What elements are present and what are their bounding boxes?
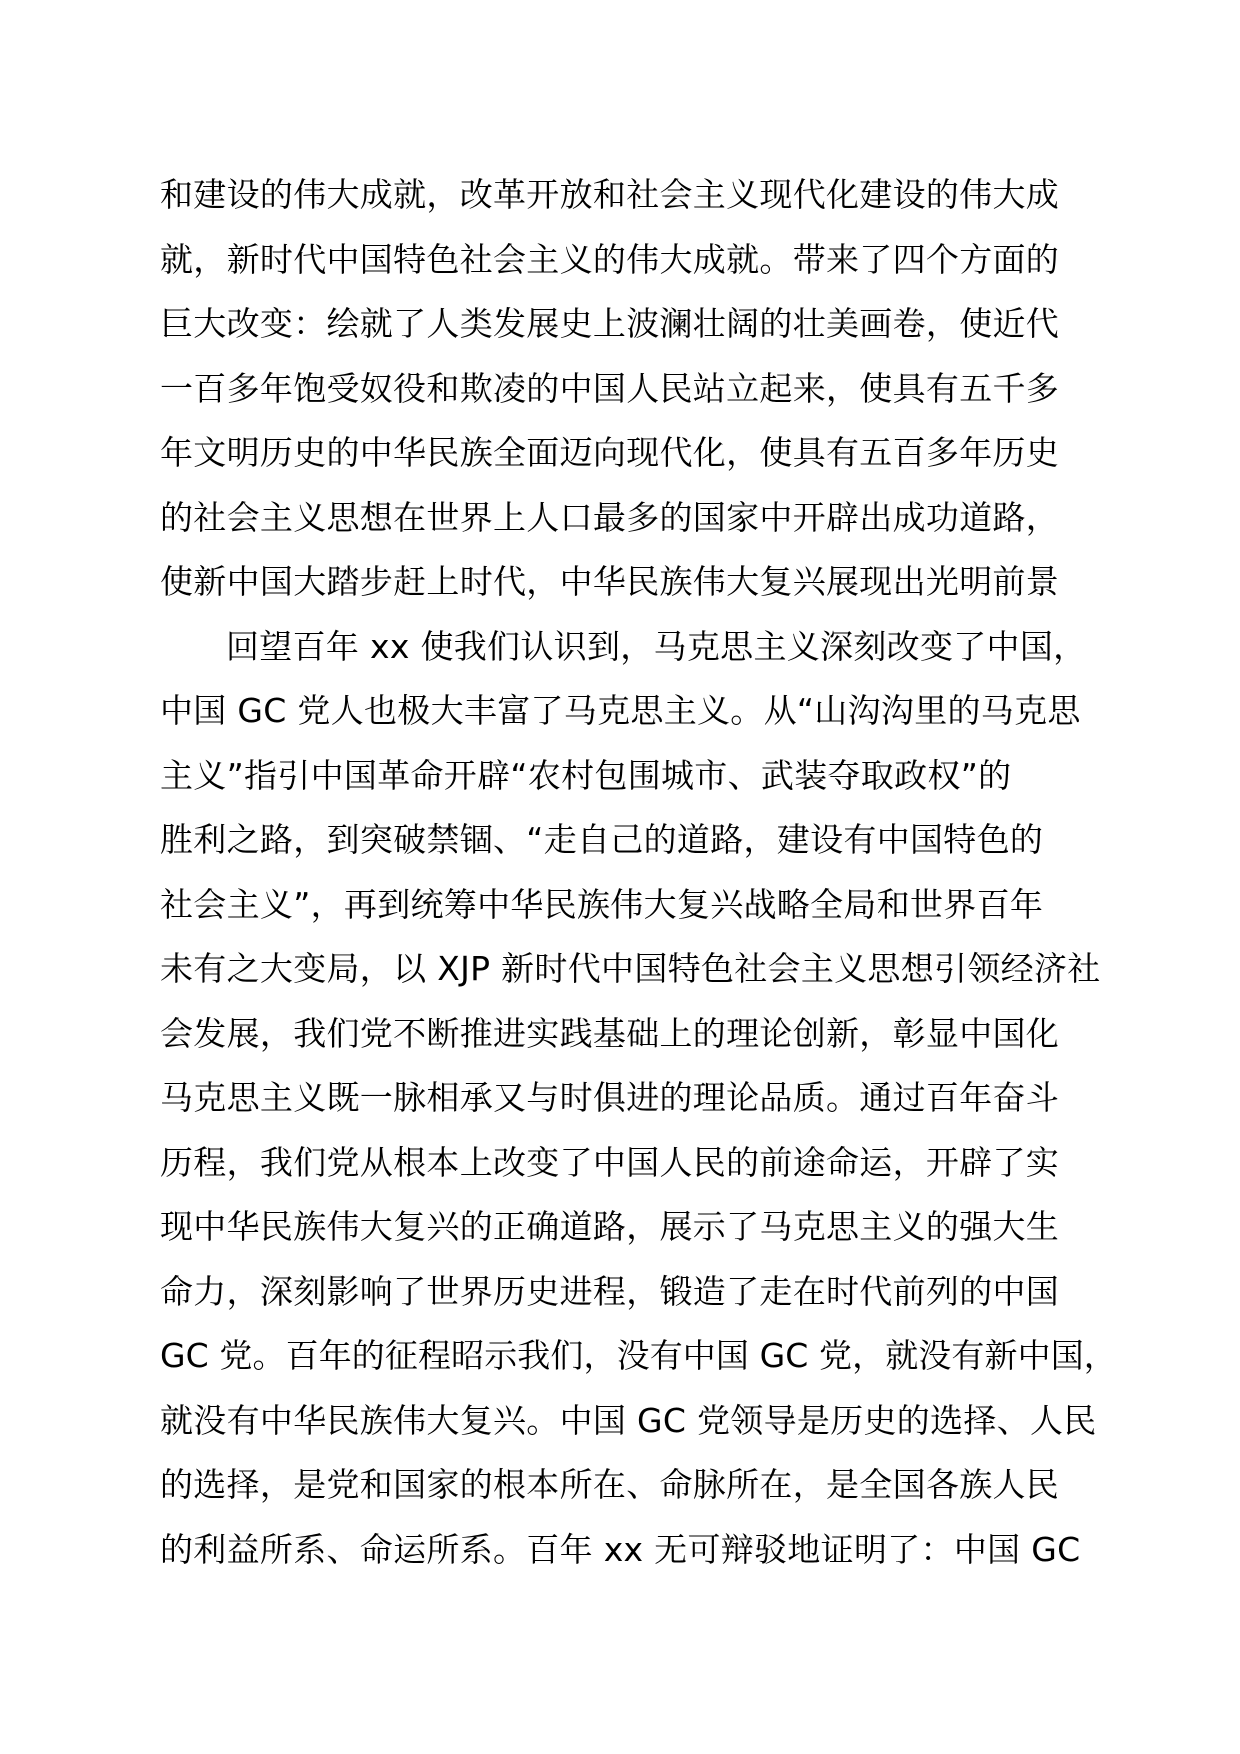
text-line: 马克思主义既一脉相承又与时俱进的理论品质。通过百年奋斗 xyxy=(160,1078,1060,1117)
text-line: 历程，我们党从根本上改变了中国人民的前途命运，开辟了实 xyxy=(160,1142,1060,1182)
text-line: 回望百年 xx 使我们认识到，马克思主义深刻改变了中国， xyxy=(226,626,1087,666)
text-line: 就没有中华民族伟大复兴。中国 GC 党领导是历史的选择、人民 xyxy=(160,1400,1097,1440)
text-line: 命力，深刻影响了世界历史进程，锻造了走在时代前列的中国 xyxy=(160,1271,1060,1311)
text-line: 年文明历史的中华民族全面迈向现代化，使具有五百多年历史 xyxy=(160,433,1060,472)
text-line: 的社会主义思想在世界上人口最多的国家中开辟出成功道路， xyxy=(160,497,1060,537)
text-line: 巨大改变：绘就了人类发展史上波澜壮阔的壮美画卷，使近代 xyxy=(160,304,1060,343)
text-line: 一百多年饱受奴役和欺凌的中国人民站立起来，使具有五千多 xyxy=(160,368,1060,408)
paragraph-1 xyxy=(160,163,1120,615)
text-line: 使新中国大踏步赶上时代，中华民族伟大复兴展现出光明前景 xyxy=(160,562,1060,601)
text-line: 社会主义”，再到统筹中华民族伟大复兴战略全局和世界百年 xyxy=(160,884,1044,924)
text-line: 就，新时代中国特色社会主义的伟大成就。带来了四个方面的 xyxy=(160,239,1060,279)
text-line: 主义”指引中国革命开辟“农村包围城市、武装夺取政权”的 xyxy=(160,755,1012,795)
paragraph-2 xyxy=(160,615,1120,1583)
text-line: 和建设的伟大成就，改革开放和社会主义现代化建设的伟大成 xyxy=(160,175,1060,214)
text-line: 会发展，我们党不断推进实践基础上的理论创新，彰显中国化 xyxy=(160,1013,1060,1053)
text-line: 现中华民族伟大复兴的正确道路，展示了马克思主义的强大生 xyxy=(160,1207,1060,1246)
text-line: 中国 GC 党人也极大丰富了马克思主义。从“山沟沟里的马克思 xyxy=(160,691,1081,730)
text-line: 的选择，是党和国家的根本所在、命脉所在，是全国各族人民 xyxy=(160,1465,1060,1504)
text-line: 的利益所系、命运所系。百年 xx 无可辩驳地证明了：中国 GC xyxy=(160,1529,1081,1569)
text-line: 未有之大变局，以 XJP 新时代中国特色社会主义思想引领经济社 xyxy=(160,949,1101,988)
text-line: 胜利之路，到突破禁锢、“走自己的道路，建设有中国特色的 xyxy=(160,820,1044,859)
text-line: GC 党。百年的征程昭示我们，没有中国 GC 党，就没有新中国， xyxy=(160,1336,1117,1375)
document-body xyxy=(160,163,1120,1582)
